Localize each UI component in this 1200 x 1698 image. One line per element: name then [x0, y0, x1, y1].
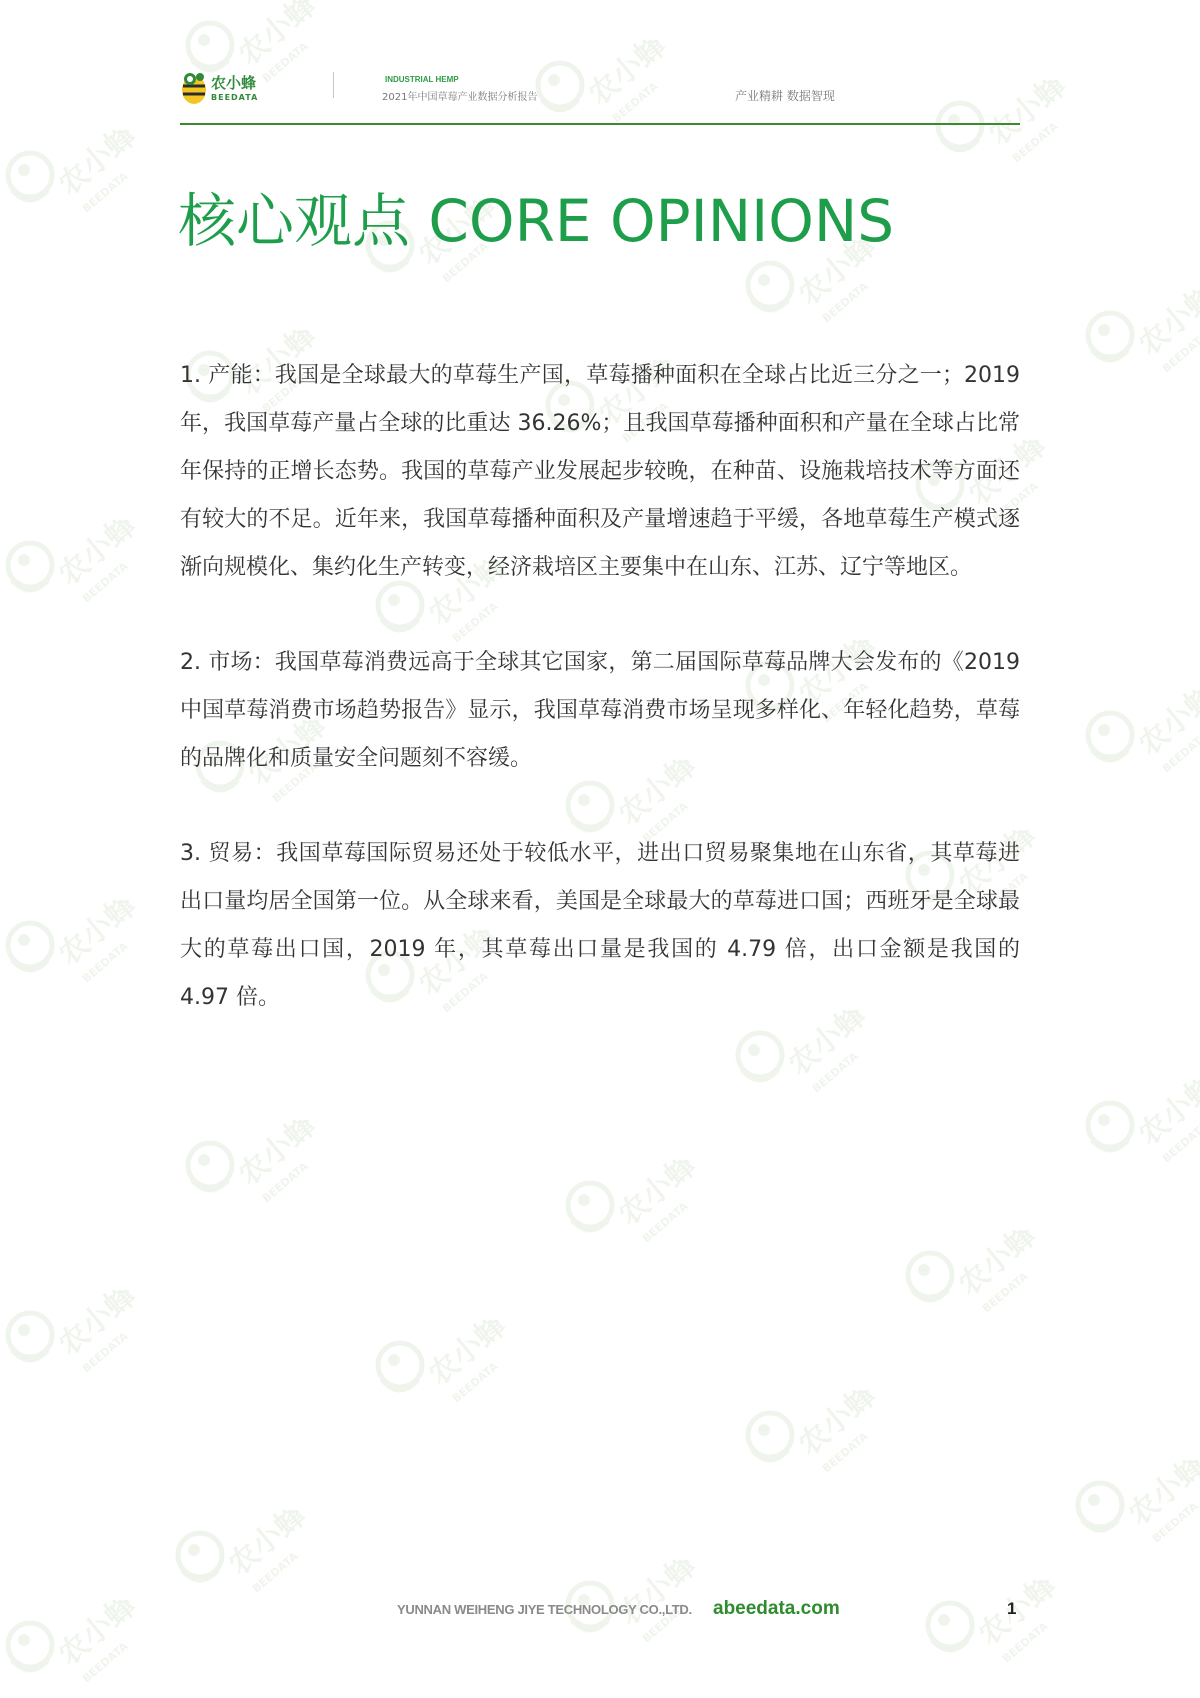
paragraph-capacity: 1. 产能：我国是全球最大的草莓生产国，草莓播种面积在全球占比近三分之一；2019 年，我国草莓产量占全球的比重达 36.26%；且我国草莓播种面积和产量在全球占比常年保持的正增长态势。我国的草莓产业发展起步较晚，在种苗、设施栽培技术等方面还有较大的不足。近年来，我国草莓播种面积及产量增速趋于平缓，各地草莓生产模式逐渐向规模化、集约化生产转变，经济栽培区主要集中在山东、江苏、辽宁等地区。 — [180, 363, 1020, 580]
page-header — [180, 60, 1020, 126]
paragraph-market: 2. 市场：我国草莓消费远高于全球其它国家，第二届国际草莓品牌大会发布的《2019 中国草莓消费市场趋势报告》显示，我国草莓消费市场呈现多样化、年轻化趋势，草莓的品牌化和质量安全问题刻不容缓。 — [180, 650, 1020, 771]
brand-logo — [180, 70, 270, 110]
logo-text-cn: 农小蜂 — [211, 74, 257, 92]
page-number: 1 — [1007, 1599, 1017, 1618]
header-slogan: 产业精耕 数据智现 — [735, 89, 835, 103]
page-footer — [0, 1597, 1200, 1627]
logo-text-en: BEEDATA — [211, 93, 259, 102]
watermark — [1080, 690, 1200, 800]
bee-logo-icon — [180, 70, 208, 106]
header-divider — [333, 72, 334, 98]
paragraph-trade: 3. 贸易：我国草莓国际贸易还处于较低水平，进出口贸易聚集地在山东省，其草莓进出口量均居全国第一位。从全球来看，美国是全球最大的草莓进口国；西班牙是全球最大的草莓出口国，2019 年，其草莓出口量是我国的 4.79 倍，出口金额是我国的 4.97 倍。 — [180, 841, 1020, 1010]
watermark — [0, 900, 150, 1010]
core-opinions-content — [180, 352, 1020, 1069]
watermark — [740, 1390, 890, 1500]
watermark — [900, 1230, 1050, 1340]
report-tag: INDUSTRIAL HEMP — [385, 75, 459, 84]
watermark — [1080, 1080, 1200, 1190]
watermark — [1080, 290, 1200, 400]
watermark — [0, 130, 150, 240]
header-rule — [180, 123, 1020, 125]
page-title: 核心观点 CORE OPINIONS — [178, 187, 895, 255]
watermark — [180, 1120, 330, 1230]
watermark — [0, 1290, 150, 1400]
watermark — [560, 1160, 710, 1270]
footer-company: YUNNAN WEIHENG JIYE TECHNOLOGY CO.,LTD. — [397, 1602, 692, 1617]
report-title: 2021年中国草莓产业数据分析报告 — [382, 92, 538, 103]
footer-website-link[interactable]: abeedata.com — [713, 1598, 840, 1619]
watermark — [0, 520, 150, 630]
watermark — [1070, 1460, 1200, 1570]
watermark — [370, 1320, 520, 1430]
